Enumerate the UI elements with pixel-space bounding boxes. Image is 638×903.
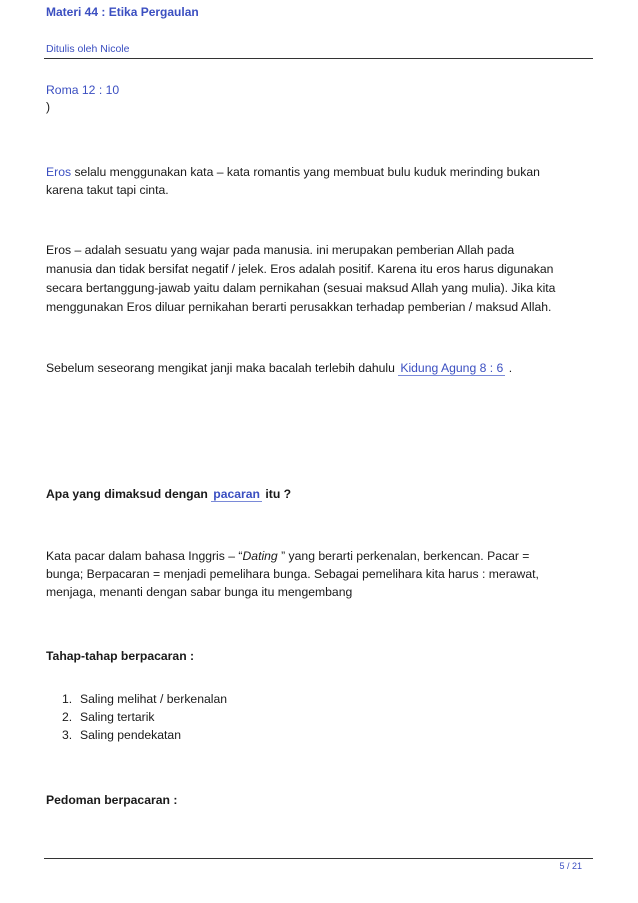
eros-paragraph-line2: karena takut tapi cinta. <box>46 183 169 197</box>
tahap-heading: Tahap-tahap berpacaran : <box>46 649 195 663</box>
pacaran-link[interactable]: pacaran <box>213 487 260 501</box>
list-text: Saling pendekatan <box>80 728 181 742</box>
question-tail: itu ? <box>262 487 292 501</box>
footer-divider <box>44 858 593 859</box>
list-text: Saling melihat / berkenalan <box>80 692 228 706</box>
list-number: 1. <box>62 692 73 706</box>
eros-definition-line4: menggunakan Eros diluar pernikahan berarti perusakkan terhadap pemberian / maksud Allah. <box>46 300 552 314</box>
ref-roma-line <box>46 80 119 100</box>
kidung-link[interactable]: Kidung Agung 8 : 6 <box>400 361 504 375</box>
roma-link[interactable]: Roma 12 : 10 <box>46 83 120 97</box>
header-title: Materi 44 : Etika Pergaulan <box>46 5 199 19</box>
ref-roma-tail: ) <box>46 100 51 114</box>
tahap-list <box>62 690 227 744</box>
header-author: Ditulis oleh Nicole <box>46 43 130 55</box>
eros-definition-line2: manusia dan tidak bersifat negatif / jelek. Eros adalah positif. Karena itu eros harus digunakan <box>46 262 554 276</box>
pacaran-question <box>46 484 291 504</box>
list-number: 2. <box>62 710 73 724</box>
pacar-definition-line3: menjaga, menanti dengan sabar bunga itu mengembang <box>46 585 353 599</box>
list-item <box>62 726 227 744</box>
page-number: 5 / 21 <box>559 861 582 871</box>
pacar-def-part-a: Kata pacar dalam bahasa Inggris – “ <box>46 549 243 563</box>
pacar-def-part-b: ” yang berarti perkenalan, berkencan. Pacar = <box>281 549 530 563</box>
list-text: Saling tertarik <box>80 710 155 724</box>
eros-paragraph-line1 <box>46 162 540 182</box>
list-number: 3. <box>62 728 73 742</box>
list-item <box>62 690 227 708</box>
eros-link[interactable]: Eros <box>46 165 72 179</box>
header-divider <box>44 58 593 59</box>
eros-definition-line3: secara bertanggung-jawab yaitu dalam pernikahan (sesuai maksud Allah yang mulia). Jika kita <box>46 281 556 295</box>
kidung-text: Sebelum seseorang mengikat janji maka bacalah terlebih dahulu <box>46 361 399 375</box>
question-text: Apa yang dimaksud dengan <box>46 487 212 501</box>
pacar-definition-line1 <box>46 546 529 566</box>
pacar-definition-line2: bunga; Berpacaran = menjadi pemelihara bunga. Sebagai pemelihara kita harus : merawat, <box>46 567 539 581</box>
dating-term: Dating <box>242 549 282 563</box>
pedoman-heading: Pedoman berpacaran : <box>46 793 178 807</box>
kidung-paragraph <box>46 358 512 378</box>
kidung-tail: . <box>505 361 513 375</box>
eros-definition-line1: Eros – adalah sesuatu yang wajar pada manusia. ini merupakan pemberian Allah pada <box>46 243 515 257</box>
eros-text: selalu menggunakan kata – kata romantis yang membuat bulu kuduk merinding bukan <box>71 165 540 179</box>
list-item <box>62 708 227 726</box>
